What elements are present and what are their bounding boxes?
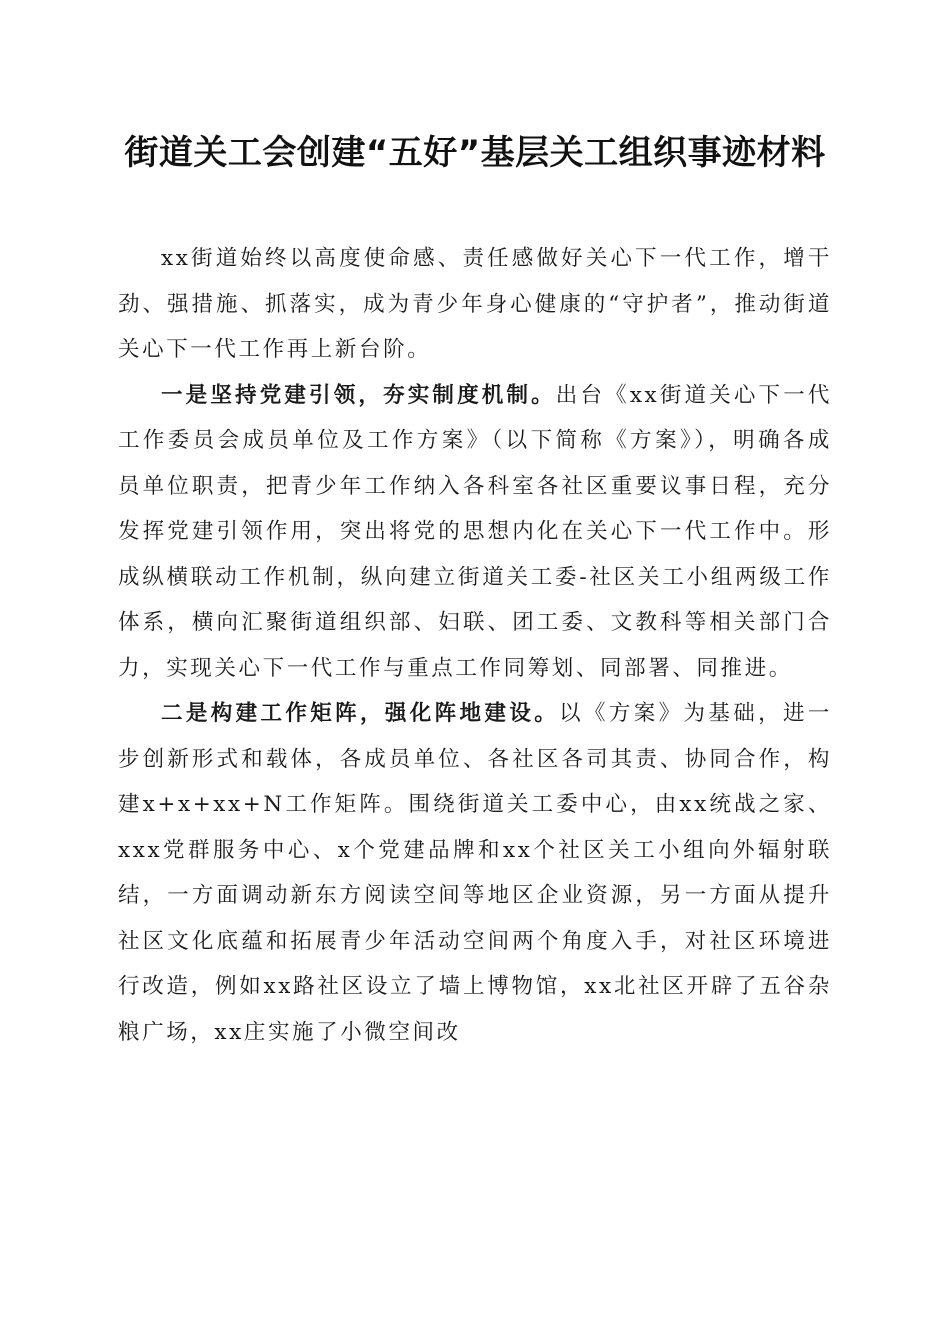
document-page [118,130,832,1055]
paragraph-party-leadership [118,373,832,692]
paragraph-work-matrix-heading: 二是构建工作矩阵，强化阵地建设。 [161,701,560,726]
paragraph-party-leadership-heading: 一是坚持党建引领，夯实制度机制。 [161,382,556,408]
paragraph-work-matrix [118,691,832,1055]
paragraph-intro-text: xx街道始终以高度使命感、责任感做好关心下一代工作，增干劲、强措施、抓落实，成为青少年身心健康的“守护者”，推动街道关心下一代工作再上新台阶。 [118,246,832,362]
paragraph-party-leadership-text: 出台《xx街道关心下一代工作委员会成员单位及工作方案》（以下简称《方案》），明确各成员单位职责，把青少年工作纳入各科室各社区重要议事日程，充分发挥党建引领作用，突出将党的思想内化在关心下一代工作中。形成纵横联动工作机制，纵向建立街道关工委-社区关工小组两级工作体系，横向汇聚街道组织部、妇联、团工委、文教科等相关部门合力，实现关心下一代工作与重点工作同筹划、同部署、同推进。 [118,382,832,681]
document-body [118,236,832,1055]
paragraph-work-matrix-text: 以《方案》为基础，进一步创新形式和载体，各成员单位、各社区各司其责、协同合作，构建x+x+xx+N工作矩阵。围绕街道关工委中心，由xx统战之家、xxx党群服务中心、x个党建品牌和xx个社区关工小组向外辐射联结，一方面调动新东方阅读空间等地区企业资源，另一方面从提升社区文化底蕴和拓展青少年活动空间两个角度入手，对社区环境进行改造，例如xx路社区设立了墙上博物馆，xx北社区开辟了五谷杂粮广场，xx庄实施了小微空间改 [118,701,832,1045]
document-title: 街道关工会创建“五好”基层关工组织事迹材料 [124,133,826,173]
paragraph-intro [118,236,832,373]
